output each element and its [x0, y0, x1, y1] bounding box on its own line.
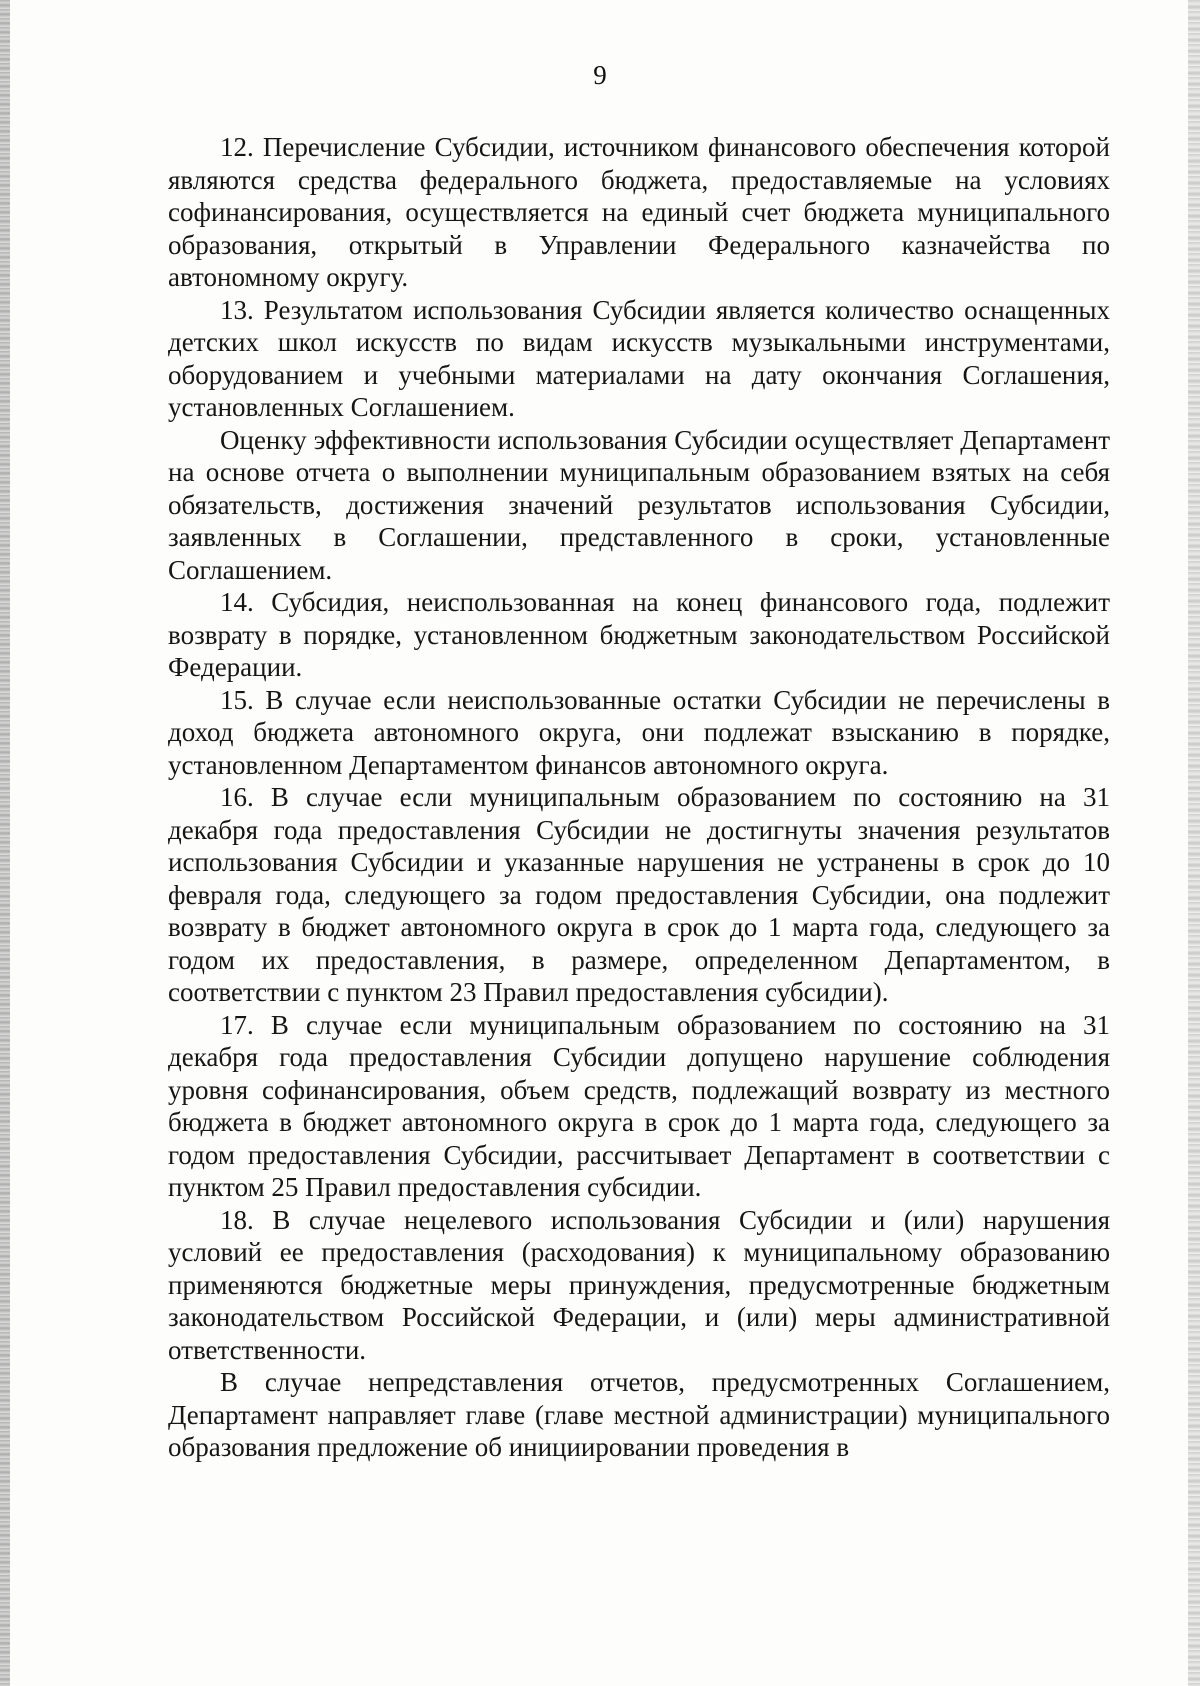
document-body	[168, 131, 1110, 1464]
page-number: 9	[593, 60, 607, 90]
paragraph-13: 13. Результатом использования Субсидии является количество оснащенных детских школ искусств по видам искусств музыкальными инструментами, оборудованием и учебными материалами на дату окончания Соглашения, установленных Соглашением.	[168, 294, 1110, 422]
paragraph-17: 17. В случае если муниципальным образованием по состоянию на 31 декабря года предоставления Субсидии допущено нарушение соблюдения уровня софинансирования, объем средств, подлежащий возврату из местного бюджета в бюджет автономного округа в срок до 1 марта года, следующего за годом предоставления Субсидии, рассчитывает Департамент в соответствии с пунктом 25 Правил предоставления субсидии.	[168, 1009, 1110, 1202]
scan-edge-right	[1188, 0, 1200, 1686]
paragraph-16: 16. В случае если муниципальным образованием по состоянию на 31 декабря года предоставления Субсидии не достигнуты значения результатов использования Субсидии и указанные нарушения не устранены в срок до 10 февраля года, следующего за годом предоставления Субсидии, она подлежит возврату в бюджет автономного округа в срок до 1 марта года, следующего за годом их предоставления, в размере, определенном Департаментом, в соответствии с пунктом 23 Правил предоставления субсидии).	[168, 782, 1110, 1007]
paragraph-12: 12. Перечисление Субсидии, источником финансового обеспечения которой являются средства федерального бюджета, предоставляемые на условиях софинансирования, осуществляется на единый счет бюджета муниципального образования, открытый в Управлении Федерального казначейства по автономному округу.	[168, 132, 1110, 292]
paragraph-18-reports: В случае непредставления отчетов, предусмотренных Соглашением, Департамент направляет главе (главе местной администрации) муниципального образования предложение об инициировании проведения в	[168, 1367, 1110, 1462]
paragraph-15: 15. В случае если неиспользованные остатки Субсидии не перечислены в доход бюджета автономного округа, они подлежат взысканию в порядке, установленном Департаментом финансов автономного округа.	[168, 684, 1110, 780]
paragraph-18: 18. В случае нецелевого использования Субсидии и (или) нарушения условий ее предоставления (расходования) к муниципальному образованию применяются бюджетные меры принуждения, предусмотренные бюджетным законодательством Российской Федерации, и (или) меры административной ответственности.	[168, 1204, 1110, 1365]
paragraph-14: 14. Субсидия, неиспользованная на конец финансового года, подлежит возврату в порядке, установленном бюджетным законодательством Российской Федерации.	[168, 587, 1110, 682]
scan-edge-left	[0, 0, 10, 1686]
paragraph-13-evaluation: Оценку эффективности использования Субсидии осуществляет Департамент на основе отчета о выполнении муниципальным образованием взятых на себя обязательств, достижения значений результатов использования Субсидии, заявленных в Соглашении, представленного в сроки, установленные Соглашением.	[168, 424, 1110, 585]
